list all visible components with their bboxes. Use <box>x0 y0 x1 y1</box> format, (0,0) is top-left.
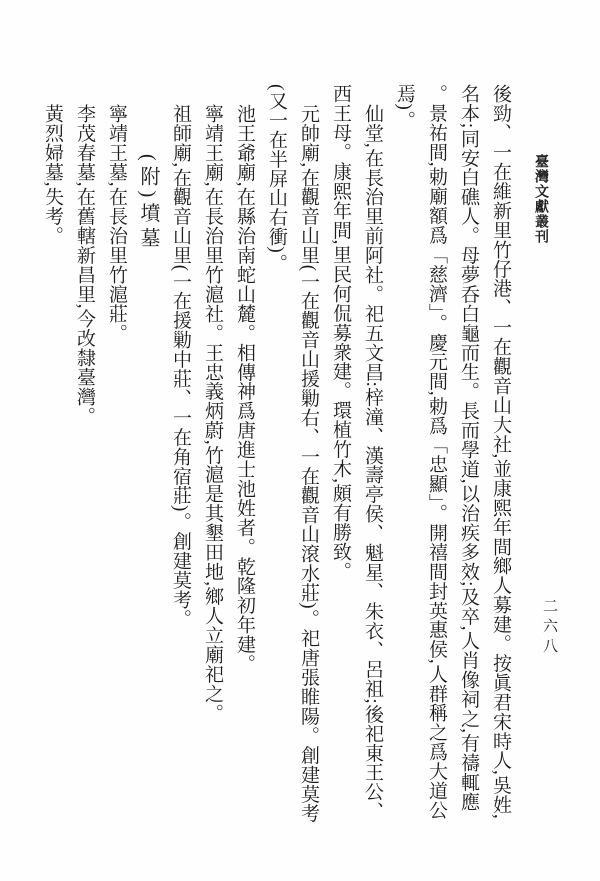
entry-ningjing-wang-tomb: 寧靖王墓,在長治里竹滬莊。 <box>106 104 127 343</box>
entry-xiantang: 仙堂,在長治里前阿社。祀五文昌:梓潼、漢壽亭侯、魁星、朱衣、呂祖;後祀東王公、西王母。康熙年間,里民何侃募衆建。環植竹木,頗有勝致。 <box>330 84 383 821</box>
entry-li-maochun-tomb: 李茂春墓,在舊轄新昌里,今改隸臺灣。 <box>74 104 95 426</box>
entry-huang-liefu-tomb: 黃烈婦墓,失考。 <box>42 104 63 246</box>
book-title-running-head: 臺灣文獻叢刊 <box>533 154 548 244</box>
vertical-text-block <box>36 84 516 826</box>
section-header-tombs-appendix: (附)墳墓 <box>137 154 159 253</box>
paragraph-cijigong-continuation: 後勁、一在維新里竹仔港、一在觀音山大社,並康熙年間鄉人募建。按眞君宋時人,吳姓,名本;同安白礁人。母夢呑白龜而生。長而學道,以治疾多效;及卒,人肖像祠之,有禱輒應。景祐間,勅廟額爲「慈濟」。慶元間,勅爲「忠顯」。開禧間封英惠侯,人群稱之爲大道公焉)。 <box>394 84 511 820</box>
entry-yuanshuai-temple: 元帥廟,在觀音山里(一在觀音山援勦右、一在觀音山滾水莊)。祀唐張睢陽。創建莫考(又一在半屏山右衝)。 <box>266 84 319 823</box>
entry-zushi-temple: 祖師廟,在觀音山里(一在援勦中莊、一在角宿莊)。創建莫考。 <box>170 104 191 629</box>
page-number: 二六八 <box>541 598 557 658</box>
entry-chi-wangye-temple: 池王爺廟,在縣治南蛇山麓。相傳神爲唐進士池姓者。乾隆初年建。 <box>234 104 255 674</box>
entry-ningjing-wang-temple: 寧靖王廟,在長治里竹滬社。王忠義炳蔚,竹滬是其墾田地,鄉人立廟祀之。 <box>202 104 223 723</box>
